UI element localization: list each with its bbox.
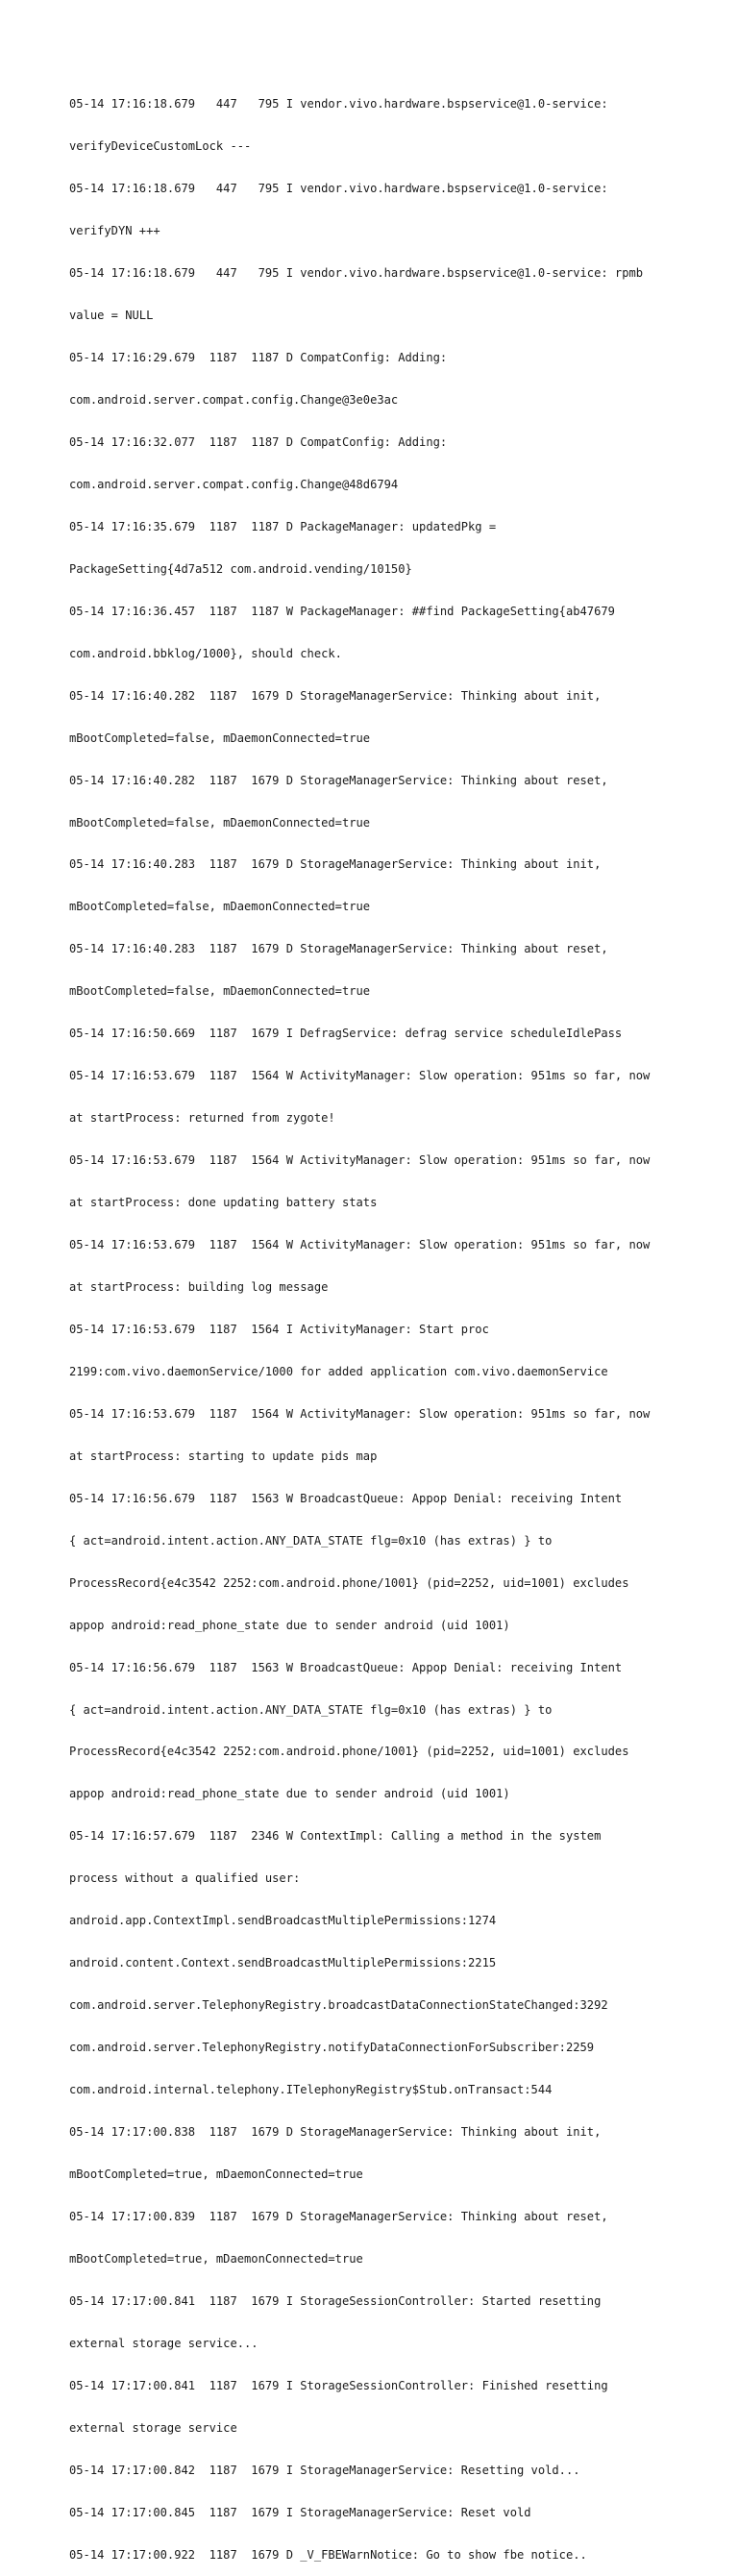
log-line: at startProcess: done updating battery stats [69,1196,378,1210]
log-line: com.android.server.compat.config.Change@3e0e3ac [69,392,399,407]
log-line: 05-14 17:16:36.457 1187 1187 W PackageManager: ##find PackageSetting{ab47679 [69,604,615,618]
log-line: 05-14 17:16:40.283 1187 1679 D StorageManagerService: Thinking about reset, [69,942,608,956]
log-line: mBootCompleted=true, mDaemonConnected=true [69,2251,363,2266]
log-line: ProcessRecord{e4c3542 2252:com.android.phone/1001} (pid=2252, uid=1001) excludes [69,1745,629,1759]
log-text-block [69,69,684,2576]
log-line: 05-14 17:16:40.282 1187 1679 D StorageManagerService: Thinking about reset, [69,773,608,787]
log-line: appop android:read_phone_state due to sender android (uid 1001) [69,1787,510,1801]
log-line: com.android.internal.telephony.ITelephonyRegistry$Stub.onTransact:544 [69,2083,553,2097]
log-line: 05-14 17:16:18.679 447 795 I vendor.vivo.hardware.bspservice@1.0-service: rpmb [69,266,644,281]
log-line: android.content.Context.sendBroadcastMultiplePermissions:2215 [69,1956,497,1970]
log-line: mBootCompleted=false, mDaemonConnected=true [69,984,371,999]
log-line: 05-14 17:16:40.282 1187 1679 D StorageManagerService: Thinking about init, [69,688,602,703]
log-line: 05-14 17:16:53.679 1187 1564 W ActivityManager: Slow operation: 951ms so far, now [69,1153,651,1168]
log-line: 05-14 17:16:57.679 1187 2346 W ContextImpl: Calling a method in the system [69,1829,602,1844]
log-line: appop android:read_phone_state due to sender android (uid 1001) [69,1618,510,1632]
log-line: external storage service [69,2420,237,2435]
log-line: com.android.bbklog/1000}, should check. [69,646,342,660]
log-line: 05-14 17:16:50.669 1187 1679 I DefragService: defrag service scheduleIdlePass [69,1027,623,1041]
log-line: mBootCompleted=false, mDaemonConnected=true [69,900,371,914]
log-line: com.android.server.compat.config.Change@48d6794 [69,477,399,491]
log-line: 05-14 17:16:53.679 1187 1564 W ActivityManager: Slow operation: 951ms so far, now [69,1069,651,1083]
log-line: verifyDeviceCustomLock --- [69,139,252,154]
log-line: 05-14 17:16:35.679 1187 1187 D PackageManager: updatedPkg = [69,519,497,533]
log-line: 05-14 17:16:56.679 1187 1563 W BroadcastQueue: Appop Denial: receiving Intent [69,1660,623,1674]
log-line: mBootCompleted=true, mDaemonConnected=true [69,2167,363,2182]
log-line: 05-14 17:16:18.679 447 795 I vendor.vivo.hardware.bspservice@1.0-service: [69,182,608,196]
log-line: com.android.server.TelephonyRegistry.notifyDataConnectionForSubscriber:2259 [69,2041,595,2055]
log-line: { act=android.intent.action.ANY_DATA_STATE flg=0x10 (has extras) } to [69,1702,553,1717]
log-line: external storage service... [69,2336,258,2350]
log-line: 05-14 17:16:18.679 447 795 I vendor.vivo.hardware.bspservice@1.0-service: [69,97,608,111]
log-line: { act=android.intent.action.ANY_DATA_STATE flg=0x10 (has extras) } to [69,1533,553,1548]
log-line: 05-14 17:16:56.679 1187 1563 W BroadcastQueue: Appop Denial: receiving Intent [69,1491,623,1505]
log-line: 05-14 17:17:00.922 1187 1679 D _V_FBEWarnNotice: Go to show fbe notice.. [69,2547,587,2562]
log-line: 05-14 17:16:40.283 1187 1679 D StorageManagerService: Thinking about init, [69,857,602,872]
log-line: 2199:com.vivo.daemonService/1000 for added application com.vivo.daemonService [69,1364,608,1378]
log-line: com.android.server.TelephonyRegistry.broadcastDataConnectionStateChanged:3292 [69,1998,608,2013]
log-line: android.app.ContextImpl.sendBroadcastMultiplePermissions:1274 [69,1914,497,1928]
log-line: verifyDYN +++ [69,224,160,238]
log-line: 05-14 17:17:00.841 1187 1679 I StorageSessionController: Started resetting [69,2293,602,2308]
log-line: 05-14 17:17:00.839 1187 1679 D StorageManagerService: Thinking about reset, [69,2209,608,2223]
log-line: mBootCompleted=false, mDaemonConnected=true [69,731,371,745]
log-line: 05-14 17:17:00.842 1187 1679 I StorageManagerService: Resetting vold... [69,2463,580,2477]
log-line: ProcessRecord{e4c3542 2252:com.android.phone/1001} (pid=2252, uid=1001) excludes [69,1575,629,1590]
log-line: process without a qualified user: [69,1871,301,1886]
log-line: 05-14 17:17:00.838 1187 1679 D StorageManagerService: Thinking about init, [69,2125,602,2140]
log-line: at startProcess: starting to update pids map [69,1449,378,1463]
log-line: at startProcess: building log message [69,1280,329,1294]
log-line: 05-14 17:16:53.679 1187 1564 W ActivityManager: Slow operation: 951ms so far, now [69,1238,651,1252]
log-line: 05-14 17:16:53.679 1187 1564 W ActivityManager: Slow operation: 951ms so far, now [69,1406,651,1421]
log-line: at startProcess: returned from zygote! [69,1111,335,1126]
log-line: 05-14 17:16:29.679 1187 1187 D CompatConfig: Adding: [69,351,448,365]
log-line: mBootCompleted=false, mDaemonConnected=true [69,815,371,830]
log-line: PackageSetting{4d7a512 com.android.vending/10150} [69,561,412,576]
log-line: 05-14 17:16:32.077 1187 1187 D CompatConfig: Adding: [69,434,448,449]
log-line: 05-14 17:16:53.679 1187 1564 I ActivityManager: Start proc [69,1322,489,1336]
log-line: 05-14 17:17:00.841 1187 1679 I StorageSessionController: Finished resetting [69,2378,608,2392]
log-line: value = NULL [69,309,154,323]
log-line: 05-14 17:17:00.845 1187 1679 I StorageManagerService: Reset vold [69,2505,531,2519]
